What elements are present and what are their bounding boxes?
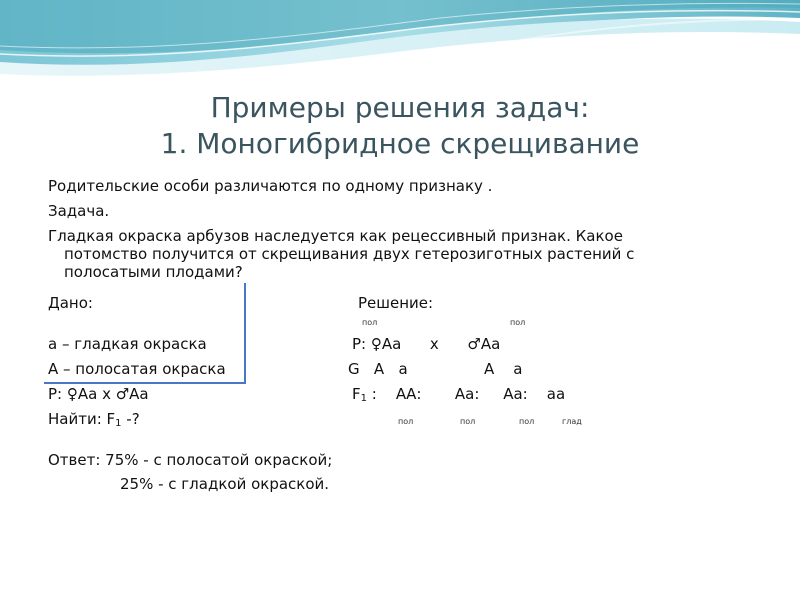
given-A: А – полосатая окраска xyxy=(48,360,226,378)
task-line-3: полосатыми плодами? xyxy=(64,263,243,281)
p-note-1: пол xyxy=(362,318,378,327)
p-note-2: пол xyxy=(510,318,526,327)
g-line: G А а А а xyxy=(348,360,523,378)
answer-line-2: 25% - с гладкой окраской. xyxy=(120,475,330,493)
f-note-3: пол xyxy=(519,417,535,426)
f-line xyxy=(352,385,565,408)
intro-text: Родительские особи различаются по одному признаку . xyxy=(48,177,493,195)
task-line-1: Гладкая окраска арбузов наследуется как рецессивный признак. Какое xyxy=(48,227,623,245)
task-line-2: потомство получится от скрещивания двух гетерозиготных растений с xyxy=(64,245,635,263)
find-label: Найти: F xyxy=(48,410,116,428)
answer-line-1: Ответ: 75% - с полосатой окраской; xyxy=(48,451,333,469)
solution-label: Решение: xyxy=(358,294,434,312)
p-line: Р: ♀Аа х ♂Аа xyxy=(352,335,501,353)
f-letter: F xyxy=(352,385,361,403)
given-a: а – гладкая окраска xyxy=(48,335,207,353)
task-label: Задача. xyxy=(48,202,110,220)
find-subscript: 1 xyxy=(115,418,122,429)
given-label: Дано: xyxy=(48,294,93,312)
f-note-4: глад xyxy=(562,417,582,426)
given-bracket-horizontal xyxy=(44,382,246,384)
f-note-1: пол xyxy=(398,417,414,426)
page-title xyxy=(0,90,800,162)
title-line-2: 1. Моногибридное скрещивание xyxy=(160,127,640,160)
title-line-1: Примеры решения задач: xyxy=(210,91,590,124)
f-genotypes: : АА: Аа: Аа: аа xyxy=(367,385,566,403)
given-bracket-vertical xyxy=(244,283,246,383)
wave-banner xyxy=(0,0,800,80)
f-note-2: пол xyxy=(460,417,476,426)
find-line xyxy=(48,410,140,433)
find-suffix: -? xyxy=(121,410,140,428)
f-subscript: 1 xyxy=(360,393,368,404)
given-P: Р: ♀Аа х ♂Аа xyxy=(48,385,149,403)
